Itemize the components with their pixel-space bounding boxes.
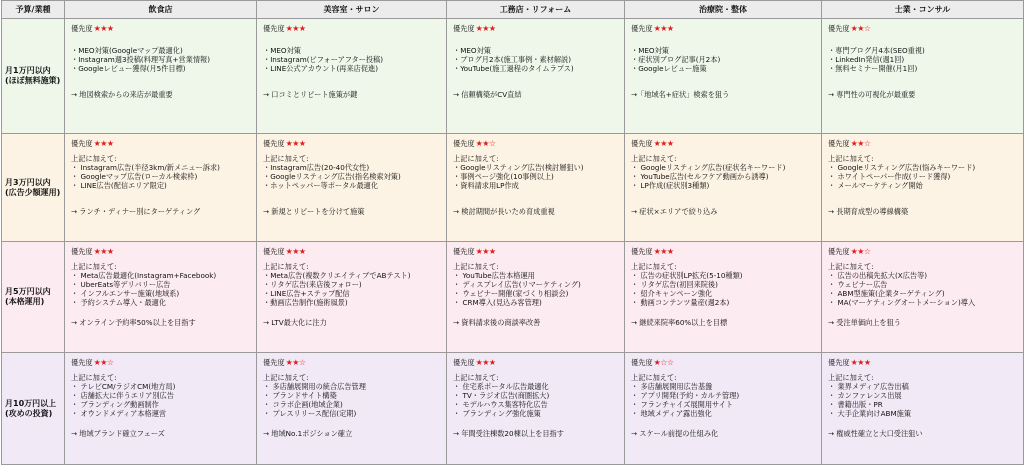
list-item: ・症状別ブログ記事(月2本) xyxy=(631,55,721,65)
priority-stars: ★★★ xyxy=(475,247,496,257)
key-point-note: → オンライン予約率50%以上を目指す xyxy=(71,318,196,328)
priority-label: 優先度 xyxy=(263,247,285,257)
budget-type: (ほぼ無料施策) xyxy=(5,76,61,85)
tactic-list xyxy=(828,163,1023,190)
strategy-cell-restaurant xyxy=(65,242,257,353)
intro-text: 上記に加えて: xyxy=(453,373,499,382)
priority xyxy=(453,23,624,35)
list-item: ・ 広告の出稿先拡大(X広告等) xyxy=(828,271,928,281)
list-item: ・ コラボ企画(地域企業) xyxy=(263,400,343,410)
list-item: ・ プレスリリース配信(定期) xyxy=(263,409,357,419)
list-item: ・ 住宅系ポータル広告最適化 xyxy=(453,382,549,392)
priority xyxy=(263,23,446,35)
list-item: ・ブログ月2本(施工事例・素材解説) xyxy=(453,55,571,65)
list-item: ・ Instagram広告(半径3km/新メニュー訴求) xyxy=(71,163,220,173)
tactic-list xyxy=(828,271,1023,307)
strategy-cell-consultant xyxy=(822,353,1024,465)
tactic-list xyxy=(453,163,624,190)
priority xyxy=(828,357,1023,369)
list-item: ・Googleレビュー獲得(月5件目標) xyxy=(71,64,186,74)
tactic-list xyxy=(631,382,821,418)
key-point-note: →「地域名+症状」検索を狙う xyxy=(631,90,730,100)
key-point-note: → ランチ・ディナー別にターゲティング xyxy=(71,207,201,217)
list-item: ・ ディスプレイ広告(リマーケティング) xyxy=(453,280,581,290)
budget-label xyxy=(2,19,65,134)
spacer xyxy=(453,73,624,90)
strategy-cell-clinic xyxy=(625,353,822,465)
strategy-cell-salon xyxy=(257,134,447,242)
priority-label: 優先度 xyxy=(71,247,93,257)
intro-text: 上記に加えて: xyxy=(631,373,677,382)
intro-text: 上記に加えて: xyxy=(263,262,309,271)
spacer xyxy=(71,418,256,429)
tactic-list xyxy=(263,382,446,418)
list-item: ・MEO対策(Googleマップ最適化) xyxy=(71,46,183,55)
priority-label: 優先度 xyxy=(828,358,850,368)
priority xyxy=(453,138,624,150)
spacer xyxy=(71,307,256,318)
priority-stars: ★★★ xyxy=(285,24,306,34)
priority-label: 優先度 xyxy=(453,358,475,368)
budget-amount: 月1万円以内 xyxy=(5,66,51,75)
list-item: ・ Googleリスティング広告(悩みキーワード) xyxy=(828,163,976,173)
list-item: ・ TV・ラジオ広告(商圏拡大) xyxy=(453,391,550,401)
list-item: ・ Googleリスティング広告(症状名キーワード) xyxy=(631,163,786,173)
intro-text: 上記に加えて: xyxy=(71,262,117,271)
spacer xyxy=(631,73,821,90)
list-item: ・リタゲ広告(来店後フォロー) xyxy=(263,280,362,290)
list-item: ・YouTube(施工過程のタイムラプス) xyxy=(453,64,574,74)
list-item: ・ CRM導入(見込み客管理) xyxy=(453,298,542,308)
intro-text: 上記に加えて: xyxy=(71,373,117,382)
priority xyxy=(828,23,1023,35)
tactic-list xyxy=(453,271,624,307)
spacer xyxy=(828,418,1023,429)
priority-label: 優先度 xyxy=(453,139,475,149)
list-item: ・LINE公式アカウント(再来店促進) xyxy=(263,64,379,74)
list-item: ・ ブランディング強化施策 xyxy=(453,409,541,419)
tactic-list xyxy=(453,382,624,418)
list-item: ・ 業界メディア広告出稿 xyxy=(828,382,909,392)
list-item: ・Instagram(ビフォーアフター投稿) xyxy=(263,55,384,65)
priority-label: 優先度 xyxy=(71,24,93,34)
spacer xyxy=(828,307,1023,318)
strategy-cell-clinic xyxy=(625,19,822,134)
intro-text: 上記に加えて: xyxy=(453,262,499,271)
strategy-cell-salon xyxy=(257,353,447,465)
list-item: ・ ABM型施策(企業ターゲティング) xyxy=(828,289,945,299)
intro-text: 上記に加えて: xyxy=(828,373,874,382)
list-item: ・資料請求用LP作成 xyxy=(453,181,519,191)
list-item: ・ MA(マーケティングオートメーション)導入 xyxy=(828,298,976,308)
strategy-cell-restaurant xyxy=(65,134,257,242)
list-item: ・Googleレビュー施策 xyxy=(631,64,707,74)
tactic-list xyxy=(828,46,1023,73)
priority xyxy=(263,138,446,150)
priority-label: 優先度 xyxy=(71,358,93,368)
spacer xyxy=(631,37,821,46)
column-header-salon: 美容室・サロン xyxy=(257,1,447,19)
priority xyxy=(631,138,821,150)
key-point-note: → 資料請求後の商談率改善 xyxy=(453,318,541,328)
list-item: ・動画広告制作(施術風景) xyxy=(263,298,348,308)
strategy-cell-builder xyxy=(447,134,625,242)
priority xyxy=(453,246,624,258)
tactic-list xyxy=(71,46,256,73)
spacer xyxy=(453,307,624,318)
priority-label: 優先度 xyxy=(453,24,475,34)
key-point-note: → 症状×エリアで絞り込み xyxy=(631,207,718,217)
spacer xyxy=(828,37,1023,46)
budget-amount: 月5万円以内 xyxy=(5,287,51,296)
intro-text: 上記に加えて: xyxy=(453,154,499,163)
spacer xyxy=(71,73,256,90)
spacer xyxy=(631,418,821,429)
budget-type: (本格運用) xyxy=(5,297,45,306)
list-item: ・ 地域メディア露出強化 xyxy=(631,409,712,419)
list-item: ・LINE広告+ステップ配信 xyxy=(263,289,350,299)
intro-text: 上記に加えて: xyxy=(828,262,874,271)
strategy-cell-builder xyxy=(447,19,625,134)
budget-label xyxy=(2,134,65,242)
spacer xyxy=(263,73,446,90)
list-item: ・MEO対策 xyxy=(631,46,669,55)
priority xyxy=(71,138,256,150)
key-point-note: → 地図検索からの来店が最重要 xyxy=(71,90,173,100)
priority xyxy=(71,23,256,35)
spacer xyxy=(453,190,624,207)
priority-stars: ★★★ xyxy=(93,139,114,149)
strategy-cell-consultant xyxy=(822,134,1024,242)
list-item: ・Meta広告(複数クリエイティブでABテスト) xyxy=(263,271,411,281)
list-item: ・Instagram広告(20-40代女性) xyxy=(263,163,370,173)
list-item: ・ LP作成(症状別3種類) xyxy=(631,181,710,191)
key-point-note: → スケール前提の仕組み化 xyxy=(631,429,719,439)
strategy-cell-salon xyxy=(257,19,447,134)
priority xyxy=(263,357,446,369)
key-point-note: → 年間受注棟数20棟以上を目指す xyxy=(453,429,564,439)
priority-stars: ★★★ xyxy=(653,139,674,149)
list-item: ・Instagram週3投稿(料理写真+営業情報) xyxy=(71,55,211,65)
intro-text: 上記に加えて: xyxy=(631,154,677,163)
strategy-cell-builder xyxy=(447,242,625,353)
key-point-note: → 専門性の可視化が最重要 xyxy=(828,90,916,100)
list-item: ・ 店舗拡大に伴うエリア別広告 xyxy=(71,391,174,401)
priority-stars: ★★☆ xyxy=(850,24,871,34)
strategy-cell-clinic xyxy=(625,134,822,242)
spacer xyxy=(631,307,821,318)
strategy-cell-builder xyxy=(447,353,625,465)
key-point-note: → 地域ブランド確立フェーズ xyxy=(71,429,165,439)
header-row xyxy=(2,1,1024,19)
tactic-list xyxy=(631,163,821,190)
key-point-note: → 検討期間が長いため育成重視 xyxy=(453,207,555,217)
list-item: ・ カンファレンス出展 xyxy=(828,391,902,401)
priority xyxy=(631,246,821,258)
list-item: ・ YouTube広告(セルフケア動画から誘導) xyxy=(631,172,769,182)
priority-stars: ★★★ xyxy=(653,247,674,257)
priority-label: 優先度 xyxy=(263,358,285,368)
priority xyxy=(71,357,256,369)
list-item: ・MEO対策 xyxy=(263,46,301,55)
budget-amount: 月3万円以内 xyxy=(5,177,51,187)
tactic-list xyxy=(453,46,624,73)
tactic-list xyxy=(631,271,821,307)
list-item: ・ LINE広告(配信エリア限定) xyxy=(71,181,167,191)
marketing-matrix-table xyxy=(1,0,1024,465)
priority-stars: ★☆☆ xyxy=(653,358,674,368)
priority-stars: ★★★ xyxy=(285,247,306,257)
list-item: ・ ホワイトペーパー作成(リード獲得) xyxy=(828,172,951,182)
strategy-cell-clinic xyxy=(625,242,822,353)
spacer xyxy=(631,190,821,207)
intro-text: 上記に加えて: xyxy=(71,154,117,163)
priority-label: 優先度 xyxy=(263,24,285,34)
spacer xyxy=(828,190,1023,207)
priority-stars: ★★☆ xyxy=(93,358,114,368)
list-item: ・ ブランディング動画制作 xyxy=(71,400,159,410)
list-item: ・ アプリ開発(予約・カルテ管理) xyxy=(631,391,740,401)
column-header-restaurant: 飲食店 xyxy=(65,1,257,19)
priority xyxy=(71,246,256,258)
list-item: ・ UberEats等デリバリー広告 xyxy=(71,280,171,290)
list-item: ・ホットペッパー等ポータル最適化 xyxy=(263,181,379,191)
key-point-note: → 地域No.1ポジション確立 xyxy=(263,429,353,439)
key-point-note: → 口コミとリピート施策が鍵 xyxy=(263,90,358,100)
spacer xyxy=(71,37,256,46)
key-point-note: → 長期育成型の導線構築 xyxy=(828,207,909,217)
priority-stars: ★★☆ xyxy=(285,358,306,368)
list-item: ・ 書籍出版・PR xyxy=(828,400,883,410)
priority xyxy=(828,246,1023,258)
priority-stars: ★★☆ xyxy=(475,139,496,149)
priority xyxy=(453,357,624,369)
key-point-note: → 継続来院率60%以上を目標 xyxy=(631,318,728,328)
list-item: ・Googleリスティング広告(検討層狙い) xyxy=(453,163,584,173)
priority-label: 優先度 xyxy=(828,139,850,149)
spacer xyxy=(263,418,446,429)
list-item: ・ 多店舗展開用広告基盤 xyxy=(631,382,713,392)
key-point-note: → 信頼構築がCV直結 xyxy=(453,90,522,100)
priority-stars: ★★★ xyxy=(475,358,496,368)
strategy-cell-consultant xyxy=(822,19,1024,134)
intro-text: 上記に加えて: xyxy=(631,262,677,271)
priority-stars: ★★☆ xyxy=(850,139,871,149)
priority-stars: ★★☆ xyxy=(850,247,871,257)
priority-stars: ★★★ xyxy=(850,358,871,368)
column-header-clinic: 治療院・整体 xyxy=(625,1,822,19)
strategy-cell-restaurant xyxy=(65,19,257,134)
budget-row xyxy=(2,242,1024,353)
priority-label: 優先度 xyxy=(631,139,653,149)
list-item: ・ リタゲ広告(初回来院後) xyxy=(631,280,718,290)
list-item: ・無料セミナー開催(月1回) xyxy=(828,64,918,74)
list-item: ・ 大手企業向けABM施策 xyxy=(828,409,912,419)
priority-label: 優先度 xyxy=(631,24,653,34)
tactic-list xyxy=(263,271,446,307)
column-header-consultant: 士業・コンサル xyxy=(822,1,1024,19)
list-item: ・ 予約システム導入・最適化 xyxy=(71,298,167,308)
priority-label: 優先度 xyxy=(631,247,653,257)
list-item: ・ 紹介キャンペーン強化 xyxy=(631,289,713,299)
list-item: ・事例ページ強化(10事例以上) xyxy=(453,172,554,182)
priority xyxy=(263,246,446,258)
list-item: ・Googleリスティング広告(指名検索対策) xyxy=(263,172,401,182)
budget-type: (広告少額運用) xyxy=(5,187,61,197)
list-item: ・ ウェビナー開催(家づくり相談会) xyxy=(453,289,569,299)
tactic-list xyxy=(263,163,446,190)
tactic-list xyxy=(263,46,446,73)
tactic-list xyxy=(71,382,256,418)
priority-label: 優先度 xyxy=(631,358,653,368)
list-item: ・ 広告の症状別LP拡充(5-10種類) xyxy=(631,271,743,281)
strategy-cell-restaurant xyxy=(65,353,257,465)
priority-label: 優先度 xyxy=(828,247,850,257)
budget-row xyxy=(2,134,1024,242)
list-item: ・ オウンドメディア本格運営 xyxy=(71,409,167,419)
list-item: ・ ウェビナー広告 xyxy=(828,280,888,290)
priority-stars: ★★★ xyxy=(475,24,496,34)
key-point-note: → 権威性確立と大口受注狙い xyxy=(828,429,923,439)
priority-label: 優先度 xyxy=(71,139,93,149)
tactic-list xyxy=(828,382,1023,418)
priority-stars: ★★★ xyxy=(93,24,114,34)
key-point-note: → 受注単価向上を狙う xyxy=(828,318,901,328)
list-item: ・専門ブログ月4本(SEO重視) xyxy=(828,46,925,55)
strategy-cell-salon xyxy=(257,242,447,353)
spacer xyxy=(263,307,446,318)
list-item: ・ Meta広告最適化(Instagram+Facebook) xyxy=(71,271,217,281)
spacer xyxy=(453,418,624,429)
budget-label xyxy=(2,353,65,465)
strategy-cell-consultant xyxy=(822,242,1024,353)
spacer xyxy=(263,37,446,46)
budget-label xyxy=(2,242,65,353)
budget-type: (攻めの投資) xyxy=(5,408,53,418)
tactic-list xyxy=(71,163,256,190)
tactic-list xyxy=(631,46,821,73)
list-item: ・ メールマーケティング開始 xyxy=(828,181,923,191)
budget-amount: 月10万円以上 xyxy=(5,398,57,408)
list-item: ・ インフルエンサー施策(地域系) xyxy=(71,289,180,299)
spacer xyxy=(828,73,1023,90)
list-item: ・ ブランドサイト構築 xyxy=(263,391,337,401)
priority xyxy=(631,357,821,369)
tactic-list xyxy=(71,271,256,307)
intro-text: 上記に加えて: xyxy=(263,373,309,382)
priority-stars: ★★★ xyxy=(93,247,114,257)
corner-header: 予算/業種 xyxy=(2,1,65,19)
key-point-note: → 新規とリピートを分けて施策 xyxy=(263,207,365,217)
priority-label: 優先度 xyxy=(263,139,285,149)
list-item: ・ 多店舗展開用の統合広告管理 xyxy=(263,382,366,392)
priority xyxy=(631,23,821,35)
key-point-note: → LTV最大化に注力 xyxy=(263,318,327,328)
list-item: ・ YouTube広告本格運用 xyxy=(453,271,535,281)
spacer xyxy=(263,190,446,207)
list-item: ・MEO対策 xyxy=(453,46,491,55)
list-item: ・ 動画コンテンツ量産(週2本) xyxy=(631,298,730,308)
column-header-builder: 工務店・リフォーム xyxy=(447,1,625,19)
intro-text: 上記に加えて: xyxy=(828,154,874,163)
priority-label: 優先度 xyxy=(453,247,475,257)
spacer xyxy=(453,37,624,46)
priority-stars: ★★★ xyxy=(285,139,306,149)
list-item: ・ モデルハウス集客特化広告 xyxy=(453,400,548,410)
list-item: ・ フランチャイズ展開用サイト xyxy=(631,400,734,410)
list-item: ・ テレビCM/ラジオCM(地方局) xyxy=(71,382,176,392)
budget-row xyxy=(2,353,1024,465)
priority-stars: ★★★ xyxy=(653,24,674,34)
budget-row xyxy=(2,19,1024,134)
list-item: ・LinkedIn発信(週1回) xyxy=(828,55,905,65)
intro-text: 上記に加えて: xyxy=(263,154,309,163)
priority-label: 優先度 xyxy=(828,24,850,34)
spacer xyxy=(71,190,256,207)
priority xyxy=(828,138,1023,150)
list-item: ・ Googleマップ広告(ローカル検索枠) xyxy=(71,172,198,182)
